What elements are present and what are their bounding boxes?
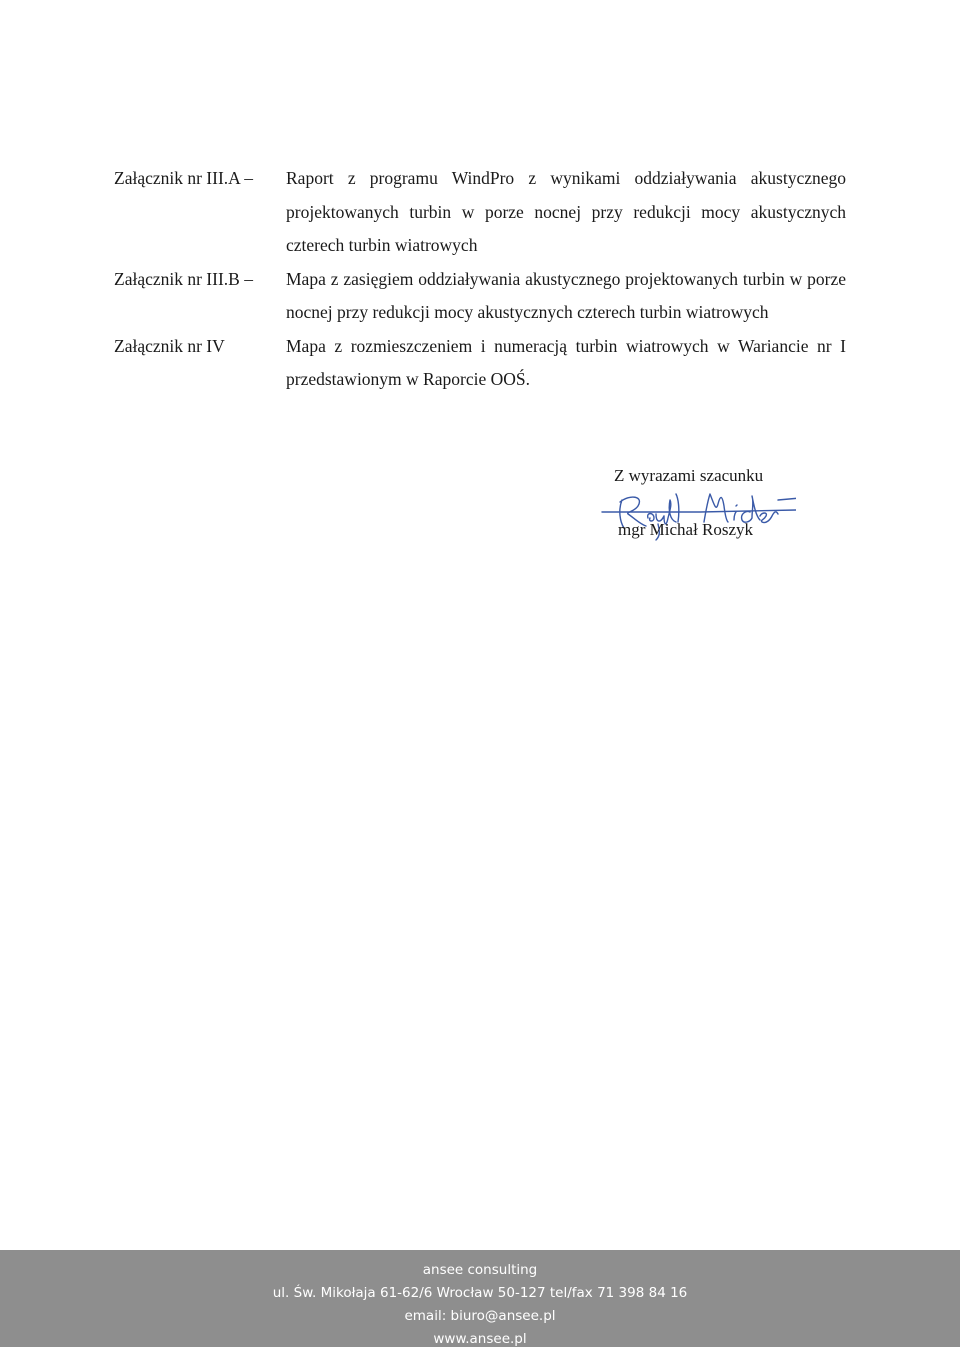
attachment-item <box>114 162 846 263</box>
attachment-item <box>114 263 846 330</box>
attachment-label: Załącznik nr III.B – <box>114 268 253 289</box>
attachment-label: Załącznik nr III.A – <box>114 168 253 188</box>
page-footer <box>0 1250 960 1347</box>
closing-block <box>590 462 800 552</box>
footer-website: www.ansee.pl <box>433 1331 527 1347</box>
footer-email: email: biuro@ansee.pl <box>404 1308 556 1324</box>
signer-name: mgr Michał Roszyk <box>618 520 754 539</box>
closing-greeting: Z wyrazami szacunku <box>614 466 764 485</box>
attachment-item <box>114 330 846 397</box>
attachment-description: Mapa z zasięgiem oddziaływania akustycznego projektowanych turbin w porze nocnej przy redukcji mocy akustycznych czterech turbin wiatrowych <box>286 268 846 322</box>
footer-address: ul. Św. Mikołaja 61-62/6 Wrocław 50-127 tel/fax 71 398 84 16 <box>272 1285 688 1301</box>
attachment-label: Załącznik nr IV <box>114 335 225 356</box>
footer-company: ansee consulting <box>422 1262 538 1278</box>
attachment-list <box>114 162 846 397</box>
attachment-description: Mapa z rozmieszczeniem i numeracją turbin wiatrowych w Wariancie nr I przedstawionym w Raporcie OOŚ. <box>286 335 846 389</box>
attachment-description: Raport z programu WindPro z wynikami oddziaływania akustycznego projektowanych turbin w porze nocnej przy redukcji mocy akustycznych czterech turbin wiatrowych <box>286 168 846 255</box>
